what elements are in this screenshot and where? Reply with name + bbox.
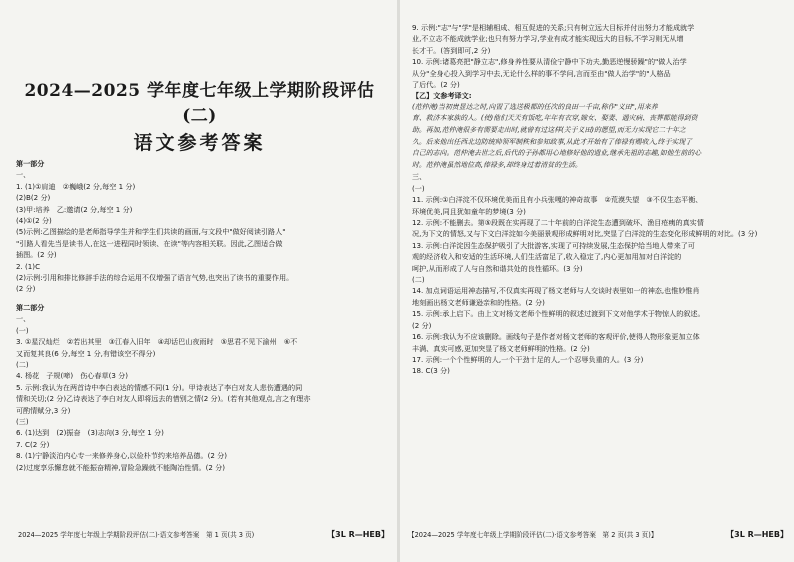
answer-line: 观的经济收入和安适的生活环境,人们生活富足了,收入稳定了,内心更加用加对白洋淀的 [412,252,682,262]
answer-line: (一) [16,325,29,335]
translation-line: (范仲淹)当初贵显达之时,向置了选送极都的任次的良田一千亩,称作"义田",用来养 [412,102,658,111]
answer-line: (5)示例:乙图描绘的是老师指导学生并和学生们共读的画面,与文段中"做好阅读引路人" [16,227,286,237]
answer-line: 了后代。(2 分) [412,80,460,90]
answer-line: (2)B(2 分) [16,193,51,203]
translation-line: 助。再加,范仲淹很多有需要走出时,就曾有过这样(关于义田)的愿望,而无力实现它二十年之 [412,126,686,135]
footer-code: 【3L R—HEB】 [327,530,389,539]
answer-block-part-two [16,313,383,473]
answer-line: 业,不立志不能成就学业;也只有努力学习,学业有成才能实现远大的目标,不学习则无从增 [412,34,684,44]
translation-line: 自己的志向。范仲淹去世之后,后代的子孙都用心地修好他的遗业,继承先祖的志趣,如他生前的心 [412,149,702,158]
answer-block-9-10 [412,22,784,90]
answer-line: 一、 [16,170,31,180]
answer-line: 况,为下文的情怒,又与下文白洋淀如今美丽景观形成鲜明对比,突显了白洋淀的生态变化形成鲜明的对比。(3 分) [412,229,758,239]
answer-line: 6. (1)达到 (2)振奋 (3)志向(3 分,每空 1 分) [16,428,164,438]
answer-line: 长才干。(答到即可,2 分) [412,45,491,55]
answer-line: 可酌情赋分,3 分) [16,405,71,415]
answer-line: (4)①(2 分) [16,216,52,226]
answer-line: (2)示例:引用和排比修辞手法的综合运用不仅增强了语言气势,也突出了读书的重要作用。 [16,273,294,283]
translation-line: 时。范仲淹虽然地位高,俸禄多,却终身过着清贫的生活。 [412,160,582,169]
answer-line: 18. C(3 分) [412,366,450,376]
answer-line: 地刻画出杨文老师谦逊亲和的性格。(2 分) [412,297,545,307]
answer-line: 一、 [16,314,31,324]
answer-line: 5. 示例:我认为在两首诗中李白表达的情感不同(1 分)。甲诗表达了李白对友人悲伤遭遇的同 [16,382,303,392]
translation-line: 育、救济本家族的人。(使)他们天天有饭吃,年年有衣穿,嫁女、娶妻、遇灾病、丧葬都能得到资 [412,114,698,123]
answer-line: 13. 示例:白洋淀因生态保护吸引了大批游客,实现了可持续发展,生态保护给当地人带来了可 [412,240,695,250]
answer-line: 4. 杨花 子规(啼) 伤心春草(3 分) [16,371,128,381]
answer-line: 呵护,从而形成了人与自然和谐共处的良性循环。(3 分) [412,263,583,273]
answer-line: 丰满、真实可感,更加突显了杨文老师鲜明的性格。(2 分) [412,343,590,353]
exam-title: 2024—2025 学年度七年级上学期阶段评估(二) [24,81,375,126]
answer-line: 三、 [412,172,427,182]
page-footer: 【2024—2025 学年度七年级上学期阶段评估(二)·语文参考答案 第 2 页(共 3 页)】 [408,531,658,539]
answer-line: 11. 示例:①白洋淀不仅环境优美而且有小兵张嘎的神奇故事 ②荒漠失望 ③不仅生态平衡、 [412,195,703,205]
answer-line: 9. 示例:"志"与"学"是相辅相成、相互促进的关系;只有树立远大目标并付出努力才能成就学 [412,23,695,32]
answer-line: 17. 示例:一个个性鲜明的人,一个干劲十足的人,一个忍辱负重的人。(3 分) [412,354,644,364]
answer-line: 12. 示例:不能删去。第⑤段既在实再现了二十年前的白洋淀生态遭到破坏、渔目疮痍的真实情 [412,218,704,228]
answer-line: (2 分) [412,320,432,330]
right-page [400,0,794,562]
answer-line: 环境优美,同且犹如童年的梦境(3 分) [412,206,526,216]
answer-line: (二) [412,275,425,285]
reading-translation-heading: 【乙】文参考译文: [412,91,472,101]
exam-subtitle: 语文参考答案 [133,132,266,154]
answer-line: (一) [412,183,425,193]
translation-text [412,102,784,172]
answer-line: 3. ①星汉灿烂 ②若出其里 ③江春入旧年 ④却话巴山夜雨时 ⑤思君不见下渝州 ⑥不 [16,337,298,347]
answer-block-part-three [412,171,784,376]
answer-line: (3)甲:培养 乙:邀请(2 分,每空 1 分) [16,204,133,214]
answer-line: 又而复其良(6 分,每空 1 分,有错该空不得分) [16,348,156,358]
answer-line: 插图。(2 分) [16,250,57,260]
answer-line: 情和关切;(2 分)乙诗表达了李白对友人即将远去的惜别之情(2 分)。(若有其他观点,言之有理亦 [16,394,311,404]
answer-line: 14. 加点词语运用神态描写,不仅真实再现了杨文老师与人交谈时表里如一的神态,也惟妙惟肖 [412,286,700,296]
answer-line: 1. (1)①肩迪 ②巍峨(2 分,每空 1 分) [16,181,136,191]
footer-code: 【3L R—HEB】 [726,530,788,539]
answer-line: 2. (1)C [16,261,41,271]
translation-line: 久。后来他出任西北边防统帅领军制秩和参知政事,从此才开始有了俸禄有赐收入,终于实现了 [412,137,693,146]
answer-line: (二) [16,359,29,369]
part-two-heading: 第二部分 [16,302,45,312]
answer-block-part-one [16,169,383,294]
answer-line: 16. 示例:我认为不应该删除。画线句子是作者对杨文老师的客观评价,使得人物形象更加立体 [412,332,700,342]
answer-line: (2 分) [16,284,36,294]
answer-line: 15. 示例:承上启下。由上文对杨文老师个性鲜明的叙述过渡到下文对他学术于物惊人的叙述。 [412,309,705,319]
answer-line: (2)过度享乐懈怠就不能振奋精神,冒险急躁就不能陶冶性情。(2 分) [16,462,226,472]
answer-line: 7. C(2 分) [16,439,50,449]
page-footer: 2024—2025 学年度七年级上学期阶段评估(二)·语文参考答案 第 1 页(共 3 页) [18,531,255,539]
answer-line: (三) [16,416,29,426]
answer-line: 10. 示例:诸葛亮把"静立志",修身养性要从清俭宁静中下功夫,勤恶逆慢骄躁"的"做人治学 [412,57,687,67]
answer-line: 从分"全身心投入到学习中去,无论什么样的事不学问,言而至由"做人治学"的"人格品 [412,68,671,78]
answer-line: 8. (1)宁静淡泊内心专一来修养身心,以俭朴节约来培养品德。(2 分) [16,451,227,461]
part-one-heading: 第一部分 [16,159,45,168]
answer-line: "引路人看先当是读书人,在这一进程同时领读、在读"等内容相关联。因此,乙图适合做 [16,238,283,248]
